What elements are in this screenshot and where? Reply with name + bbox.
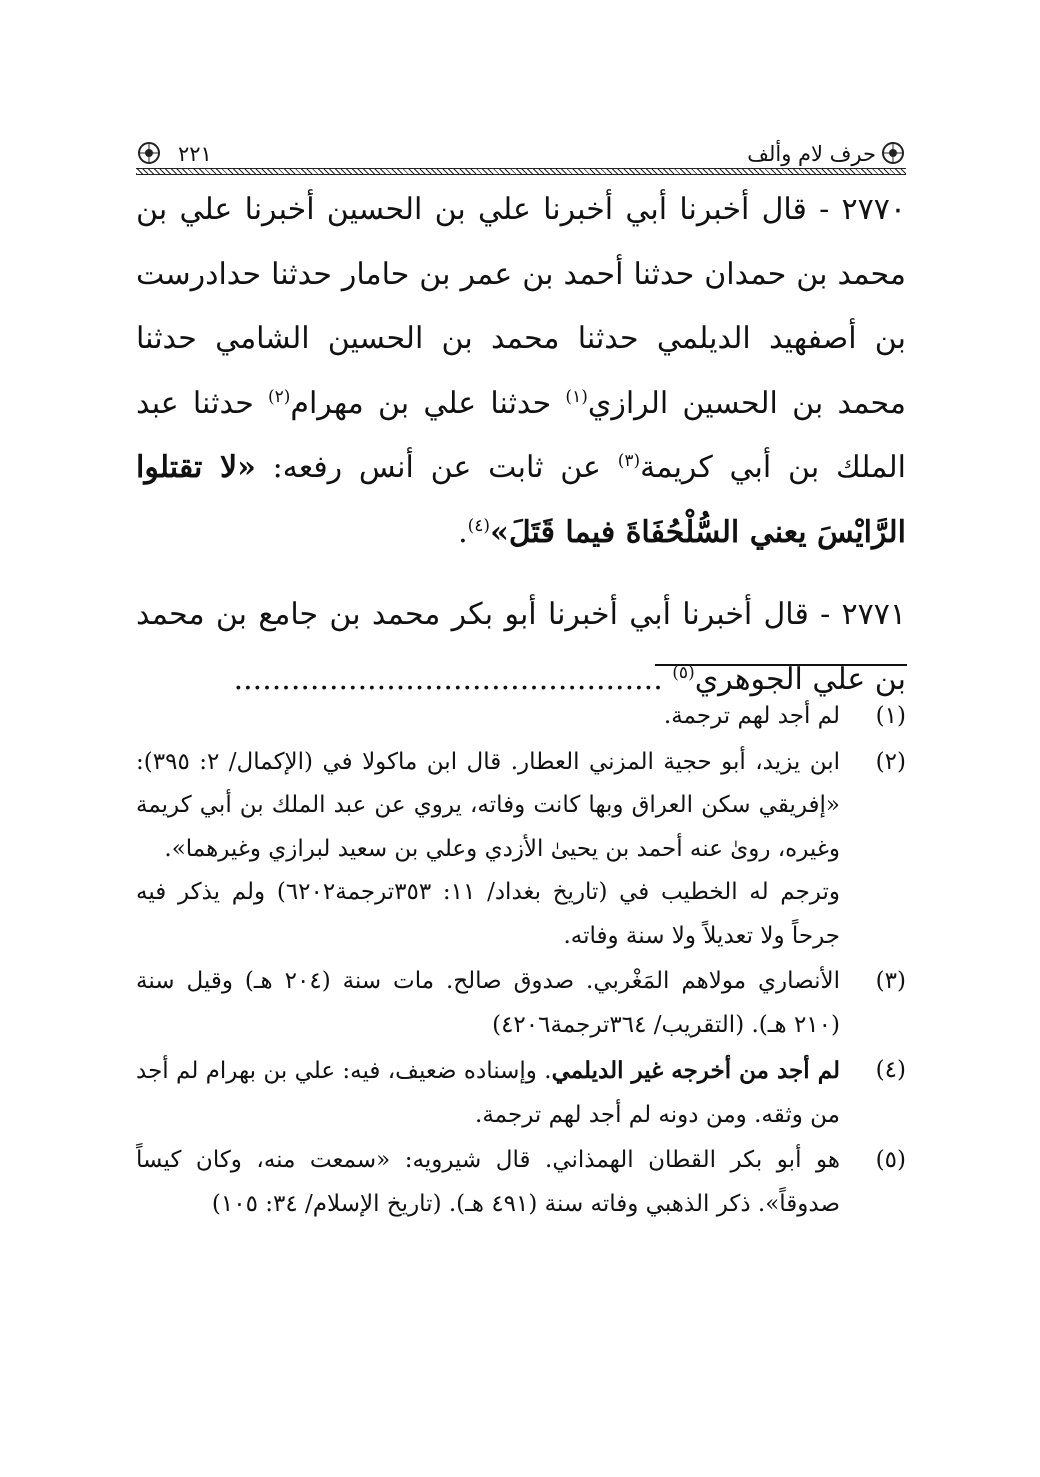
ornament-icon: [136, 140, 162, 166]
ornament-icon: [880, 140, 906, 166]
footnote-item: (٤) لم أجد من أخرجه غير الديلمي. وإسناده ضعيف، فيه: علي بن بهرام لم أجد من وثقه. ومن دونه لم أجد لهم ترجمة.: [136, 1049, 906, 1137]
footnote-number: (٤): [875, 1057, 906, 1083]
footnotes: [136, 695, 906, 1228]
page-number: ٢٢١: [178, 142, 212, 166]
footnote-number: (١): [875, 703, 906, 729]
footnote-number: (٥): [875, 1147, 906, 1173]
hadith-text: «لا تقتلوا الرَّايْسَ يعني السُّلْحُفَاةَ فيما قَتَلَ»: [136, 450, 906, 550]
footnote-ref[interactable]: (٤): [467, 515, 491, 536]
footnote-item: (٢) ابن يزيد، أبو حجية المزني العطار. قال ابن ماكولا في (الإكمال/ ٢: ٣٩٥): «إفريقي سكن العراق وبها كانت وفاته، يروي عن عبد الملك بن أبي كريمة وغيره، روىٰ عنه أحمد بن يحيىٰ الأزدي وعلي بن سعيد لبرازي وغيرهما». وترجم له الخطيب في (تاريخ بغداد/ ١١: ٣٥٣ترجمة٦٢٠٢) ولم يذكر فيه جرحاً ولا تعديلاً ولا سنة وفاته.: [136, 741, 906, 959]
footnote-separator: [655, 664, 907, 666]
footnote-number: (٣): [875, 968, 906, 994]
hadith-paragraph: ٢٧٧١ - قال أخبرنا أبي أخبرنا أبو بكر محمد بن جامع بن محمد بن علي الجوهري$^{(٥)}$ .............................................: [136, 597, 906, 697]
footnote-ref[interactable]: (٥): [672, 662, 695, 683]
page-header: [136, 140, 906, 174]
footnote-ref[interactable]: (١): [565, 386, 588, 407]
footnote-ref[interactable]: (٢): [267, 386, 291, 407]
footnote-ref[interactable]: (٣): [617, 451, 641, 471]
running-title: حرف لام وألف: [747, 142, 876, 166]
footnote-item: (٣) الأنصاري مولاهم المَغْربي. صدوق صالح. مات سنة (٢٠٤ هـ) وقيل سنة (٢١٠ هـ). (التقريب/ ٣٦٤ترجمة٤٢٠٦): [136, 960, 906, 1047]
hadith-paragraph: ٢٧٧٠ - قال أخبرنا أبي أخبرنا علي بن الحسين أخبرنا علي بن محمد بن حمدان حدثنا أحمد بن عمر بن حامار حدثنا حدادرست بن أصفهيد الديلمي حدثنا محمد بن الحسين الشامي حدثنا محمد بن الحسين الرازي$^{(١)}$ حدثنا علي بن مهرام$^{(٢)}$ حدثنا عبد الملك بن أبي كريمة$^{(٣)}$ عن ثابت عن أنس رفعه: «لا تقتلوا الرَّايْسَ يعني السُّلْحُفَاةَ فيما قَتَلَ»$^{(٤)}$.: [136, 192, 906, 550]
header-rule: [136, 168, 906, 175]
footnote-item: (١) لم أجد لهم ترجمة.: [136, 695, 906, 739]
footnote-item: (٥) هو أبو بكر القطان الهمذاني. قال شيرويه: «سمعت منه، وكان كيساً صدوقاً». ذكر الذهبي وفاته سنة (٤٩١ هـ). (تاريخ الإسلام/ ٣٤: ١٠٥): [136, 1139, 906, 1226]
footnote-number: (٢): [875, 748, 906, 775]
main-text: [136, 178, 906, 712]
